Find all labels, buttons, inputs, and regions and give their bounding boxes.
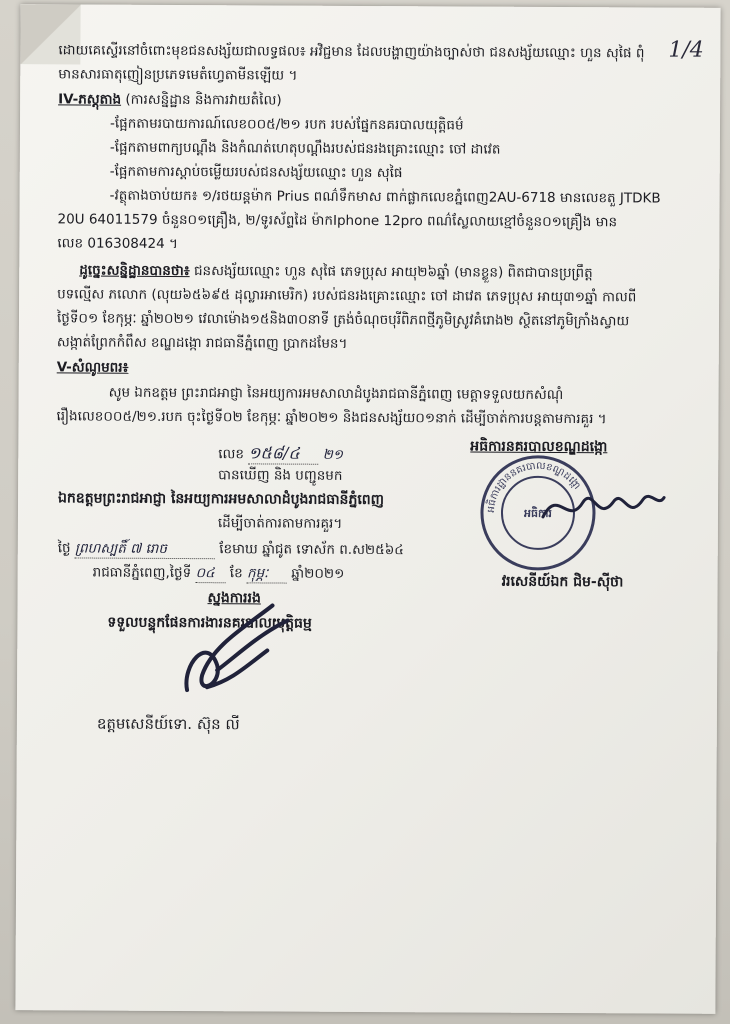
reference-number xyxy=(218,443,343,465)
solar-date-day: ០៤ xyxy=(195,565,225,583)
section-5-heading: V-សំណូមពរ៖ xyxy=(56,359,129,376)
solar-date-year: ឆ្នាំ២០២១ xyxy=(291,565,345,582)
evidence-item: -ផ្អែកតាមការស្តាប់ចម្លើយរបស់ជនសង្ស័យឈ្មោះ ហួន សុផៃ xyxy=(109,163,403,182)
lunar-date-line xyxy=(58,540,404,560)
solar-date-prefix: រាជធានីភ្នំពេញ,ថ្ងៃទី xyxy=(92,564,192,582)
purpose-line: ដើម្បីចាត់ការតាមការគួរ។ xyxy=(217,515,343,532)
issuer-title: ទទួលបន្ទុកផែនការងារនគរបាលយុត្តិធម្ម xyxy=(107,614,312,632)
conclusion-line: បទល្មើស ភលោក (លុយ៦៥៦៩៥ ដុល្លារអាមេរិក) របស់ជនរងគ្រោះឈ្មោះ ចៅ ដាវេត ភេទប្រុស អាយុ៣១ឆ្នាំ កាលពី xyxy=(57,286,637,306)
intro-line-1: ដោយគេស្ទើរនៅចំពោះមុខជនសង្ស័យជាលទ្ធផល៖ អវិជ្ជមាន ដែលបង្ហាញយ៉ាងច្បាស់ថា ជនសង្ស័យឈ្មោះ ហួន សុផៃ ពុំ xyxy=(58,42,645,62)
solar-date-month-label: ខែ xyxy=(229,565,243,582)
signer-name: ឧត្តមសេនីយ៍ទោ. ស៊ុន លី xyxy=(96,714,240,734)
request-line: រឿងលេខ០០៥/២១.របក ចុះថ្ងៃទី០២ ខែកុម្ភៈ ឆ្នាំ២០២១ និងជនសង្ស័យ០១នាក់ ដើម្បីចាត់ការបន្តតាមការគួរ ។ xyxy=(56,408,607,428)
conclusion-text: ជនសង្ស័យឈ្មោះ ហួន សុផៃ ភេទប្រុស អាយុ២៦ឆ្នាំ (មានខ្លួន) ពិតជាបានប្រព្រឹត្ត xyxy=(193,263,593,282)
evidence-item: -ផ្អែកតាមរបាយការណ៍លេខ០០៥/២១ របក របស់ផ្នែកនគរបាលយុត្តិធម៌ xyxy=(109,115,464,134)
lunar-date-tail: ឆ្នាំជូត ទោស័ក ព.ស២៥៦៤ xyxy=(262,541,404,559)
seized-items-line: 20U 64011579 ចំនួន០១គ្រឿង, ២/ទូរស័ព្ទដៃ ម៉ាកIphone 12pro ពណ៌ស្លែលាយខ្មៅចំនួន០១គ្រឿង មាន xyxy=(57,211,618,231)
document-page xyxy=(15,4,720,1014)
seized-items-line: លេខ 016308424 ។ xyxy=(57,235,178,253)
conclusion-line: ថ្ងៃទី០១ ខែកុម្ភៈ ឆ្នាំ២០២១ វេលាម៉ោង១៥និង៣០នាទី ត្រង់ចំណុចបុរីពិភពថ្មីភូមិស្រូវគំរោង២ ស្ថិតនៅភូមិក្រាំងស្វាយ xyxy=(56,310,630,330)
seen-and-forwarded: បានឃើញ និង បញ្ជូនមក xyxy=(218,467,343,484)
lunar-date-month: ខែមាឃ xyxy=(219,541,258,558)
signature-left xyxy=(177,595,308,706)
stamp-ring-text: អធិការដ្ឋាននគរបាលខណ្ឌដង្កោ xyxy=(485,460,583,513)
conclusion-line-1 xyxy=(79,262,593,282)
chief-heading: អធិការនគរបាលខណ្ឌដង្កោ xyxy=(470,438,608,456)
conclusion-line: សង្កាត់ព្រែកកំពឹស ខណ្ឌដង្កោ រាជធានីភ្នំពេញ ប្រាកដមែន។ xyxy=(56,334,348,352)
page-number: 1/4 xyxy=(668,37,704,63)
section-4-title: IV-ភស្តុតាង xyxy=(58,91,122,108)
intro-line-2: មានសារធាតុញៀនប្រភេទមេតំហ្វេតាមីនឡើយ ។ xyxy=(58,66,298,84)
solar-date-line xyxy=(93,565,345,584)
reference-number-label: លេខ xyxy=(218,446,245,463)
lunar-date-prefix: ថ្ងៃ xyxy=(57,540,71,557)
section-4-heading xyxy=(58,91,282,109)
solar-date-month: កុម្ភៈ xyxy=(247,565,287,583)
reference-number-suffix: ២១ xyxy=(322,446,344,463)
prosecutor-title: ឯកឧត្តមព្រះរាជអាជ្ញា នៃអយ្យការអមសាលាដំបូងរាជធានីភ្នំពេញ xyxy=(58,490,385,509)
section-4-note: (ការសន្និដ្ឋាន និងការវាយតំលៃ) xyxy=(125,91,282,109)
reference-number-value: ១៥៨/៤ xyxy=(248,443,318,464)
conclusion-heading: ដូច្នេះសន្និដ្ឋានបានថា៖ xyxy=(79,262,190,280)
stamp-center-text: អធិការ xyxy=(523,506,552,520)
signature-right xyxy=(538,477,668,538)
seized-items-line: -វត្ថុតាងចាប់យក៖ ១/រថយន្តម៉ាក Prius ពណ៌ទឹកមាស ពាក់ផ្លាកលេខភ្នំពេញ2AU-6718 មានលេខតួ JTDKB xyxy=(109,187,661,207)
lunar-date-handwritten: ព្រហស្បតិ៍ ៧ រោច xyxy=(75,540,215,559)
chief-officer-name: វរសេនីយ៍ឯក ជិម-ស៊ីថា xyxy=(501,573,624,591)
evidence-item: -ផ្អែកតាមពាក្យបណ្តឹង និងកំណត់ហេតុបណ្តឹងរបស់ជនរងគ្រោះឈ្មោះ ចៅ ដាវេត xyxy=(109,139,501,158)
issuer-heading: ស្នងការរង xyxy=(207,590,261,607)
request-line: សូម ឯកឧត្តម ព្រះរាជអាជ្ញា នៃអយ្យការអមសាលាដំបូងរាជធានីភ្នំពេញ មេត្តាទទួលយកសំណុំ xyxy=(108,384,564,404)
